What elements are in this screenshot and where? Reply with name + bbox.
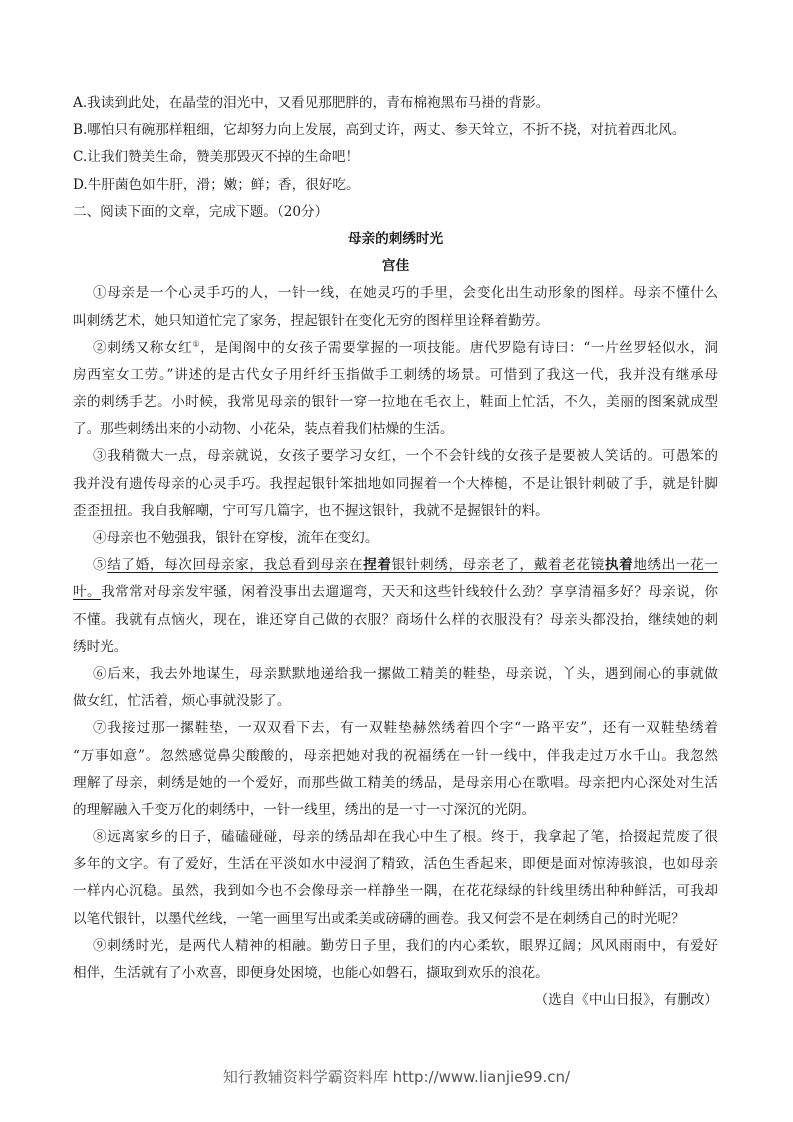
paragraph-line bbox=[73, 579, 718, 606]
paragraph-line: ④母亲也不勉强我，银针在穿梭，流年在变幻。 bbox=[93, 530, 379, 546]
underlined-text: 执着 bbox=[604, 557, 634, 574]
paragraph-line: 了。那些刺绣出来的小动物、小花朵，装点着我们枯燥的生活。 bbox=[73, 421, 454, 438]
underlined-text: 银针刺绣，母亲老了，戴着老花镜 bbox=[391, 557, 605, 574]
underlined-text: 捏着 bbox=[363, 557, 392, 574]
underlined-text: 地绣出一花一 bbox=[633, 557, 718, 574]
paragraph-line: ⑧远离家乡的日子，磕磕碰碰，母亲的绣品却在我心中生了根。终于，我拿起了笔，拾掇起荒废了很 bbox=[93, 829, 718, 846]
paragraph-line: 不懂。我就有点恼火，现在，谁还穿自己做的衣服？商场什么样的衣服没有？母亲头都没抬，继续她的刺 bbox=[73, 611, 718, 628]
paragraph-line: ⑥后来，我去外地谋生，母亲默默地递给我一摞做工精美的鞋垫，母亲说，丫头，遇到闹心的事就做 bbox=[93, 665, 718, 682]
article-author: 宫佳 bbox=[381, 258, 410, 275]
paragraph-line: 相伴，生活就有了小欢喜，即便身处困境，也能心如磐石，撷取到欢乐的浪花。 bbox=[73, 965, 549, 981]
paragraph-line: 一样内心沉稳。虽然，我到如今也不会像母亲一样静坐一隅，在花花绿绿的针线里绣出种种鲜活，可我却 bbox=[73, 883, 718, 900]
paragraph-line: 做女红，忙活着，烦心事就没影了。 bbox=[73, 693, 291, 710]
paragraph-line: ①母亲是一个心灵手巧的人，一针一线，在她灵巧的手里，会变化出生动形象的图样。母亲不懂什么 bbox=[93, 285, 718, 302]
paragraph-line bbox=[73, 335, 718, 362]
option-a: A.我读到此处，在晶莹的泪光中，又看见那肥胖的，青布棉袍黑布马褂的背影。 bbox=[73, 95, 550, 111]
option-c: C.让我们赞美生命，赞美那毁灭不掉的生命吧！ bbox=[73, 149, 360, 166]
text-segment: ，是闺阁中的女孩子需要掌握的一项技能。唐代罗隐有诗曰：“一片丝罗轻似水，洞 bbox=[200, 339, 718, 356]
paragraph bbox=[73, 824, 718, 933]
paragraph bbox=[73, 525, 718, 552]
section-heading: 二、阅读下面的文章，完成下题。（20分） bbox=[73, 203, 329, 220]
paragraph bbox=[73, 335, 718, 444]
paragraph bbox=[73, 715, 718, 824]
article-source: （选自《中山日报》，有删改） bbox=[534, 992, 718, 1009]
paragraph-line: 叫刺绣艺术，她只知道忙完了家务，捏起银针在变化无穷的图样里诠释着勤劳。 bbox=[73, 312, 549, 329]
paragraph-line bbox=[73, 552, 718, 579]
text-segment: 我常常对母亲发牢骚，闲着没事出去遛遛弯，天天和这些针线较什么劲？享享清福多好？母亲说，你 bbox=[101, 584, 718, 601]
paragraph-line: ⑦我接过那一摞鞋垫，一双双看下去，有一双鞋垫赫然绣着四个字“一路平安”，还有一双鞋垫绣着 bbox=[93, 720, 718, 737]
paragraph-line: ⑨刺绣时光，是两代人精神的相融。勤劳日子里，我们的内心柔软，眼界辽阔；风风雨雨中，有爱好 bbox=[93, 937, 718, 954]
paragraph-line: 亲的刺绣手艺。小时候，我常见母亲的银针一穿一拉地在毛衣上，鞋面上忙活，不久，美丽的图案就成型 bbox=[73, 394, 718, 411]
text-segment: ⑤ bbox=[93, 557, 108, 574]
paragraph bbox=[73, 552, 718, 661]
underlined-text: 结了婚，每次回母亲家，我总看到母亲在 bbox=[107, 557, 364, 574]
text-segment: ②刺绣又称女红 bbox=[93, 339, 193, 356]
footnote-mark: ① bbox=[192, 339, 201, 349]
paragraph-line: 理解了母亲，刺绣是她的一个爱好，而那些做工精美的绣品，是母亲用心在歌唱。母亲把内心深处对生活 bbox=[73, 774, 718, 791]
paragraph bbox=[73, 443, 718, 525]
underlined-text: 叶。 bbox=[73, 584, 102, 601]
paragraph-line: 房西室女工劳。”讲述的是古代女子用纤纤玉指做手工刺绣的场景。可惜到了我这一代，我并没有继承母 bbox=[73, 366, 718, 383]
article-title: 母亲的刺绣时光 bbox=[347, 230, 444, 247]
paragraph-line: 以笔代银针，以墨代丝线，一笔一画里写出或柔美或磅礴的画卷。我又何尝不是在刺绣自己的时光呢？ bbox=[73, 910, 685, 927]
paragraph-line: “万事如意”。忽然感觉鼻尖酸酸的，母亲把她对我的祝福绣在一针一线中，伴我走过万水千山。我忽然 bbox=[73, 747, 718, 764]
option-b: B.哪怕只有碗那样粗细，它却努力向上发展，高到丈许，两丈、参天耸立，不折不挠，对抗着西北风。 bbox=[73, 122, 686, 139]
document-page bbox=[73, 90, 718, 1014]
paragraph-line: 的理解融入千变万化的刺绣中，一针一线里，绣出的是一寸一寸深沉的光阴。 bbox=[73, 801, 536, 818]
paragraph bbox=[73, 280, 718, 334]
article-body bbox=[73, 280, 718, 987]
option-d: D.牛肝菌色如牛肝，滑；嫩；鲜；香，很好吃。 bbox=[73, 176, 360, 193]
footer-watermark: 知行教辅资料学霸资料库 http://www.lianjie99.cn/ bbox=[222, 1068, 571, 1086]
paragraph bbox=[73, 933, 718, 987]
paragraph-line: 我并没有遗传母亲的心灵手巧。我捏起银针笨拙地如同握着一个大棒槌，不是让银针刺破了手，就是针脚 bbox=[73, 475, 718, 492]
paragraph-line: 绣时光。 bbox=[73, 638, 128, 655]
paragraph-line: 多年的文字。有了爱好，生活在平淡如水中浸润了精致，活色生香起来，即便是面对惊涛骇浪，也如母亲 bbox=[73, 856, 718, 873]
paragraph-line: ③我稍微大一点，母亲就说，女孩子要学习女红，一个不会针线的女孩子是要被人笑话的。可愚笨的 bbox=[93, 448, 718, 465]
paragraph-line: 歪歪扭扭。我自我解嘲，宁可写几篇字，也不握这银针，我就不是握银针的料。 bbox=[73, 502, 549, 519]
paragraph bbox=[73, 661, 718, 715]
